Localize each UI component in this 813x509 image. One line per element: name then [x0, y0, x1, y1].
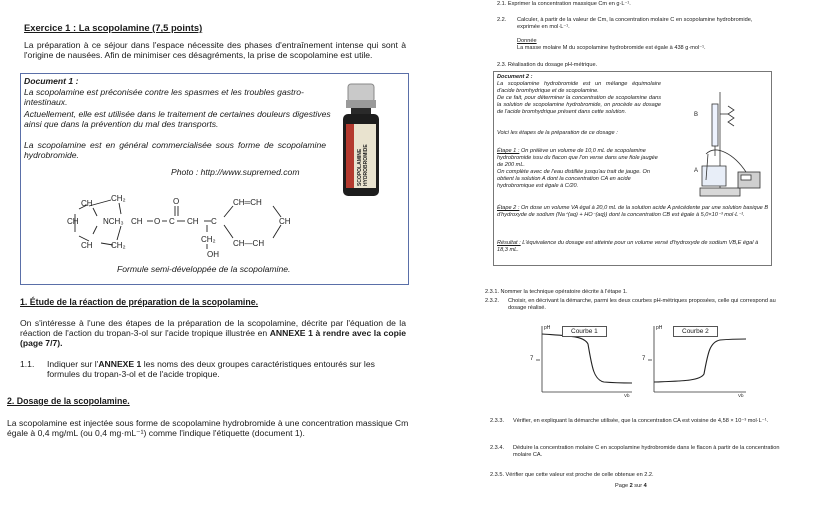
resultat-label: Résultat : — [497, 240, 521, 246]
formula-ch-alpha: CH — [187, 217, 199, 226]
resultat-text: L'équivalence du dosage est atteinte pour un volume versé d'hydroxyde de sodium VB,E égal à 18,3 mL. — [497, 240, 759, 253]
q235-text: 2.3.5. Vérifier que cette valeur est proche de celle obtenue en 2.2. — [490, 472, 654, 478]
formula-ch-left: CH — [67, 217, 79, 226]
section-1-text — [20, 318, 406, 349]
formula-ring-bottom: CH—CH — [233, 239, 265, 248]
q234-text: Déduire la concentration molaire C en scopolamine hydrobromide dans le flacon à partir de la concentration molaire CA. — [513, 445, 780, 458]
formula-o-ester: O — [154, 217, 161, 226]
q22-number: 2.2. — [497, 17, 507, 23]
formula-ch-center: CH — [131, 217, 143, 226]
titration-setup-image — [676, 84, 768, 202]
vial-label-text: SCOPOLAMINE HYDROBROMIDE — [357, 144, 369, 186]
doc2-p1: La scopolamine hydrobromide est un mélange équimolaire d'acide bromhydrique et de scopolamine. — [497, 81, 661, 94]
q233-text: Vérifier, en expliquant la démarche utilisée, que la concentration CA est voisine de 4,58 × 10⁻³ mol·L⁻¹. — [513, 418, 769, 424]
doc1-p1: La scopolamine est préconisée contre les spasmes et les troubles gastro-intestinaux. — [24, 87, 304, 108]
formula-ch2-side: CH₂ — [201, 235, 216, 244]
doc2-p3: Voici les étapes de la préparation de ce dosage : — [497, 130, 618, 136]
document-2-box — [493, 71, 772, 266]
curve-1-x-axis: Vb — [624, 393, 630, 398]
formula-ring-right: CH — [279, 217, 291, 226]
doc2-p2: De ce fait, pour déterminer la concentration de scopolamine dans la solution de scopolamine hydrobromide, on procède au dosage de l'acide bromhydrique présent dans cette solution. — [497, 95, 661, 115]
curve-2-mark: 7 — [642, 356, 646, 362]
formula-ch2-top: CH₂ — [111, 194, 126, 203]
q22-text: Calculer, à partir de la valeur de Cm, la concentration molaire C en scopolamine hydrobromide, exprimée en mol·L⁻¹. — [517, 17, 753, 30]
exercise-title: Exercice 1 : La scopolamine (7,5 points) — [24, 22, 203, 33]
donnee-label: Donnée — [517, 38, 537, 44]
etape1-text: On prélève un volume de 10,0 mL de scopolamine hydrobromide issu du flacon que l'on verse dans une fiole jaugée de 200 mL. — [497, 148, 658, 168]
curve-1-y-axis: pH — [544, 325, 551, 331]
setup-label-b: B — [694, 112, 699, 118]
formula-nch3: NCH₃ — [103, 217, 124, 226]
q11-text-c: les noms des deux groupes caractéristiques entourés sur les formules du tropan-3-ol et de l'acide tropique. — [47, 359, 375, 380]
section-1-title: 1. Étude de la réaction de préparation de la scopolamine. — [20, 297, 259, 307]
formula-c-carbonyl: C — [169, 217, 175, 226]
formula-ch-top: CH — [81, 199, 93, 208]
doc1-p3: La scopolamine est en général commercialisée sous forme de scopolamine hydrobromide. — [24, 140, 326, 161]
doc1-p2: Actuellement, elle est utilisée dans le traitement de certaines douleurs digestives ainsi que dans la prévention du mal des transports. — [24, 109, 331, 130]
q232-number: 2.3.2. — [485, 298, 499, 304]
q11-annexe: ANNEXE 1 — [98, 359, 142, 369]
document-1-box — [20, 73, 409, 285]
doc1-title: Document 1 : — [24, 76, 79, 86]
q23-text: 2.3. Réalisation du dosage pH-métrique. — [497, 62, 598, 68]
curve-1-label: Courbe 1 — [562, 326, 607, 337]
page-footer — [615, 483, 647, 490]
q232-text: Choisir, en décrivant la démarche, parmi les deux courbes pH-métriques proposées, celle qui correspond au dosage réalisé. — [508, 298, 776, 311]
doc2-etape1b: On complète avec de l'eau distillée jusqu'au trait de jauge. On obtient la solution A dont la concentration CA en acide hydrobromique est égale à C/20. — [497, 169, 650, 189]
section-2-title: 2. Dosage de la scopolamine. — [7, 396, 130, 406]
etape2-label: Étape 2 : — [497, 205, 520, 211]
doc2-title: Document 2 : — [497, 74, 533, 80]
page-number: 2 — [629, 483, 633, 489]
formula-ch2-bottom: CH₂ — [111, 241, 126, 250]
doc1-photo-credit: Photo : http://www.supremed.com — [171, 167, 300, 177]
doc2-etape2 — [497, 205, 769, 219]
etape1-label: Étape 1 : — [497, 148, 520, 154]
q11-text-a: Indiquer sur l' — [47, 359, 99, 369]
page-total: 4 — [643, 483, 647, 489]
formula-caption: Formule semi-développée de la scopolamine. — [117, 264, 291, 274]
page-mid: sur — [632, 483, 644, 489]
curve-1-mark: 7 — [530, 356, 534, 362]
doc2-etape1 — [497, 148, 665, 169]
etape2-text: On dose un volume VA égal à 20,0 mL de la solution acide A précédente par une solution basique B d'hydroxyde de sodium (Na⁺(aq) + HO⁻(aq)) dont la concentration CB est égale à 5,0×10⁻³ mol·L⁻¹. — [497, 205, 769, 218]
section-2-text: La scopolamine est injectée sous forme de scopolamine hydrobromide à une concentration massique Cm égale à 0,4 mg/mL (ou 0,4 mg·mL⁻¹) comme l'indique l'étiquette (document 1). — [7, 418, 409, 439]
page-prefix: Page — [615, 483, 630, 489]
formula-oh: OH — [207, 250, 219, 259]
formula-c-ring: C — [211, 217, 217, 226]
q21-text: 2.1. Exprimer la concentration massique Cm en g·L⁻¹. — [497, 1, 631, 7]
curve-2-y-axis: pH — [656, 325, 663, 331]
doc2-resultat — [497, 240, 769, 254]
q11-number: 1.1. — [20, 359, 35, 369]
q11-text — [47, 359, 405, 379]
scopolamine-vial-image — [337, 80, 385, 200]
scopolamine-formula — [61, 192, 301, 262]
q233-number: 2.3.3. — [490, 418, 504, 424]
intro-paragraph: La préparation à ce séjour dans l'espace nécessite des phases d'entraînement intense qui sont à l'origine de nausées. Afin de minimiser ces désagréments, la prise de scopolamine est utile. — [24, 40, 406, 61]
setup-label-a: A — [694, 168, 699, 174]
curve-2-x-axis: Vb — [738, 393, 744, 398]
donnee-text: La masse molaire M du scopolamine hydrobromide est égale à 438 g·mol⁻¹. — [517, 45, 706, 51]
formula-ch-bottom: CH — [81, 241, 93, 250]
formula-ring-top: CH═CH — [233, 198, 262, 207]
section-1-text-a: On s'intéresse à l'une des étapes de la préparation de la scopolamine, décrite par l'équation de la réaction de l'action du tropan-3-ol sur l'acide tropique illustrée en — [20, 318, 406, 339]
curve-2-label: Courbe 2 — [673, 326, 718, 337]
formula-o-carbonyl: O — [173, 197, 180, 206]
q231-text: 2.3.1. Nommer la technique opératoire décrite à l'étape 1. — [485, 289, 628, 295]
q234-number: 2.3.4. — [490, 445, 504, 451]
annexe-reference: ANNEXE 1 à rendre avec la copie (page 7/7). — [20, 328, 406, 349]
